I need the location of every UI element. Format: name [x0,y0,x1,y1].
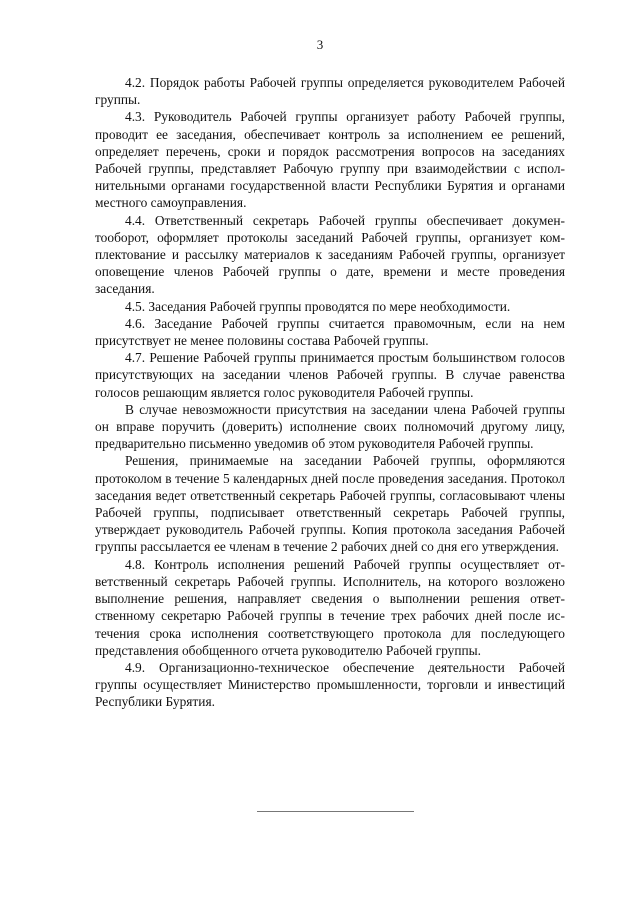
paragraph-decisions-protocol: Решения, принимаемые на заседании Рабочей группы, оформляются протоколом в течение 5 календарных дней после проведения заседания. Протокол заседания ведет ответственный секретарь Рабочей группы, согласовывают члены Рабочей группы, подписывает ответственный секретарь Рабочей группы, утверждает руководитель Рабочей группы. Копия протокола заседания Рабочей группы рассылается ее членам в течение 2 рабочих дней со дня его утверждения. [95,453,565,555]
paragraph-4-6: 4.6. Заседание Рабочей группы считается правомочным, если на нем присутствует не менее половины состава Рабочей группы. [95,315,565,349]
document-body [95,74,565,711]
paragraph-4-4: 4.4. Ответственный секретарь Рабочей группы обеспечивает документооборот, оформляет протоколы заседаний Рабочей группы, организует комплектование и рассылку материалов к заседаниям Рабочей группы, организует оповещение членов Рабочей группы о дате, времени и месте проведения заседания. [95,212,565,297]
paragraph-4-7: 4.7. Решение Рабочей группы принимается простым большинством голосов присутствующих на заседании членов Рабочей группы. В случае равенства голосов решающим является голос руководителя Рабочей группы. [95,350,565,400]
page-number: 3 [316,37,324,52]
paragraph-4-9: 4.9. Организационно-техническое обеспечение деятельности Рабочей группы осуществляет Министерство промышленности, торговли и инвестиций Республики Бурятия. [95,659,565,710]
paragraph-4-5: 4.5. Заседания Рабочей группы проводятся по мере необходимости. [125,298,511,314]
paragraph-absence-proxy: В случае невозможности присутствия на заседании члена Рабочей группы он вправе поручить (доверить) исполнение своих полномочий другому лицу, предварительно письменно уведомив об этом руководителя Рабочей группы. [95,401,565,452]
paragraph-4-3: 4.3. Руководитель Рабочей группы организует работу Рабочей группы, проводит ее заседания, обеспечивает контроль за исполнением ее решений, определяет перечень, сроки и порядок рассмотрения вопросов на заседаниях Рабочей группы, представляет Рабочую группу при взаимодействии с исполнительными органами государственной власти Республики Бурятия и органами местного самоуправления. [95,109,565,211]
end-divider-line [257,811,414,812]
paragraph-4-2: 4.2. Порядок работы Рабочей группы определяется руководителем Рабочей группы. [95,75,565,108]
paragraph-4-8: 4.8. Контроль исполнения решений Рабочей группы осуществляет ответственный секретарь Рабочей группы. Исполнитель, на которого возложено выполнение решения, направляет сведения о выполнении решения ответственному секретарю Рабочей группы в течение трех рабочих дней после истечения срока исполнения соответствующего протокола для последующего представления обобщенного отчета руководителю Рабочей группы. [95,556,565,658]
